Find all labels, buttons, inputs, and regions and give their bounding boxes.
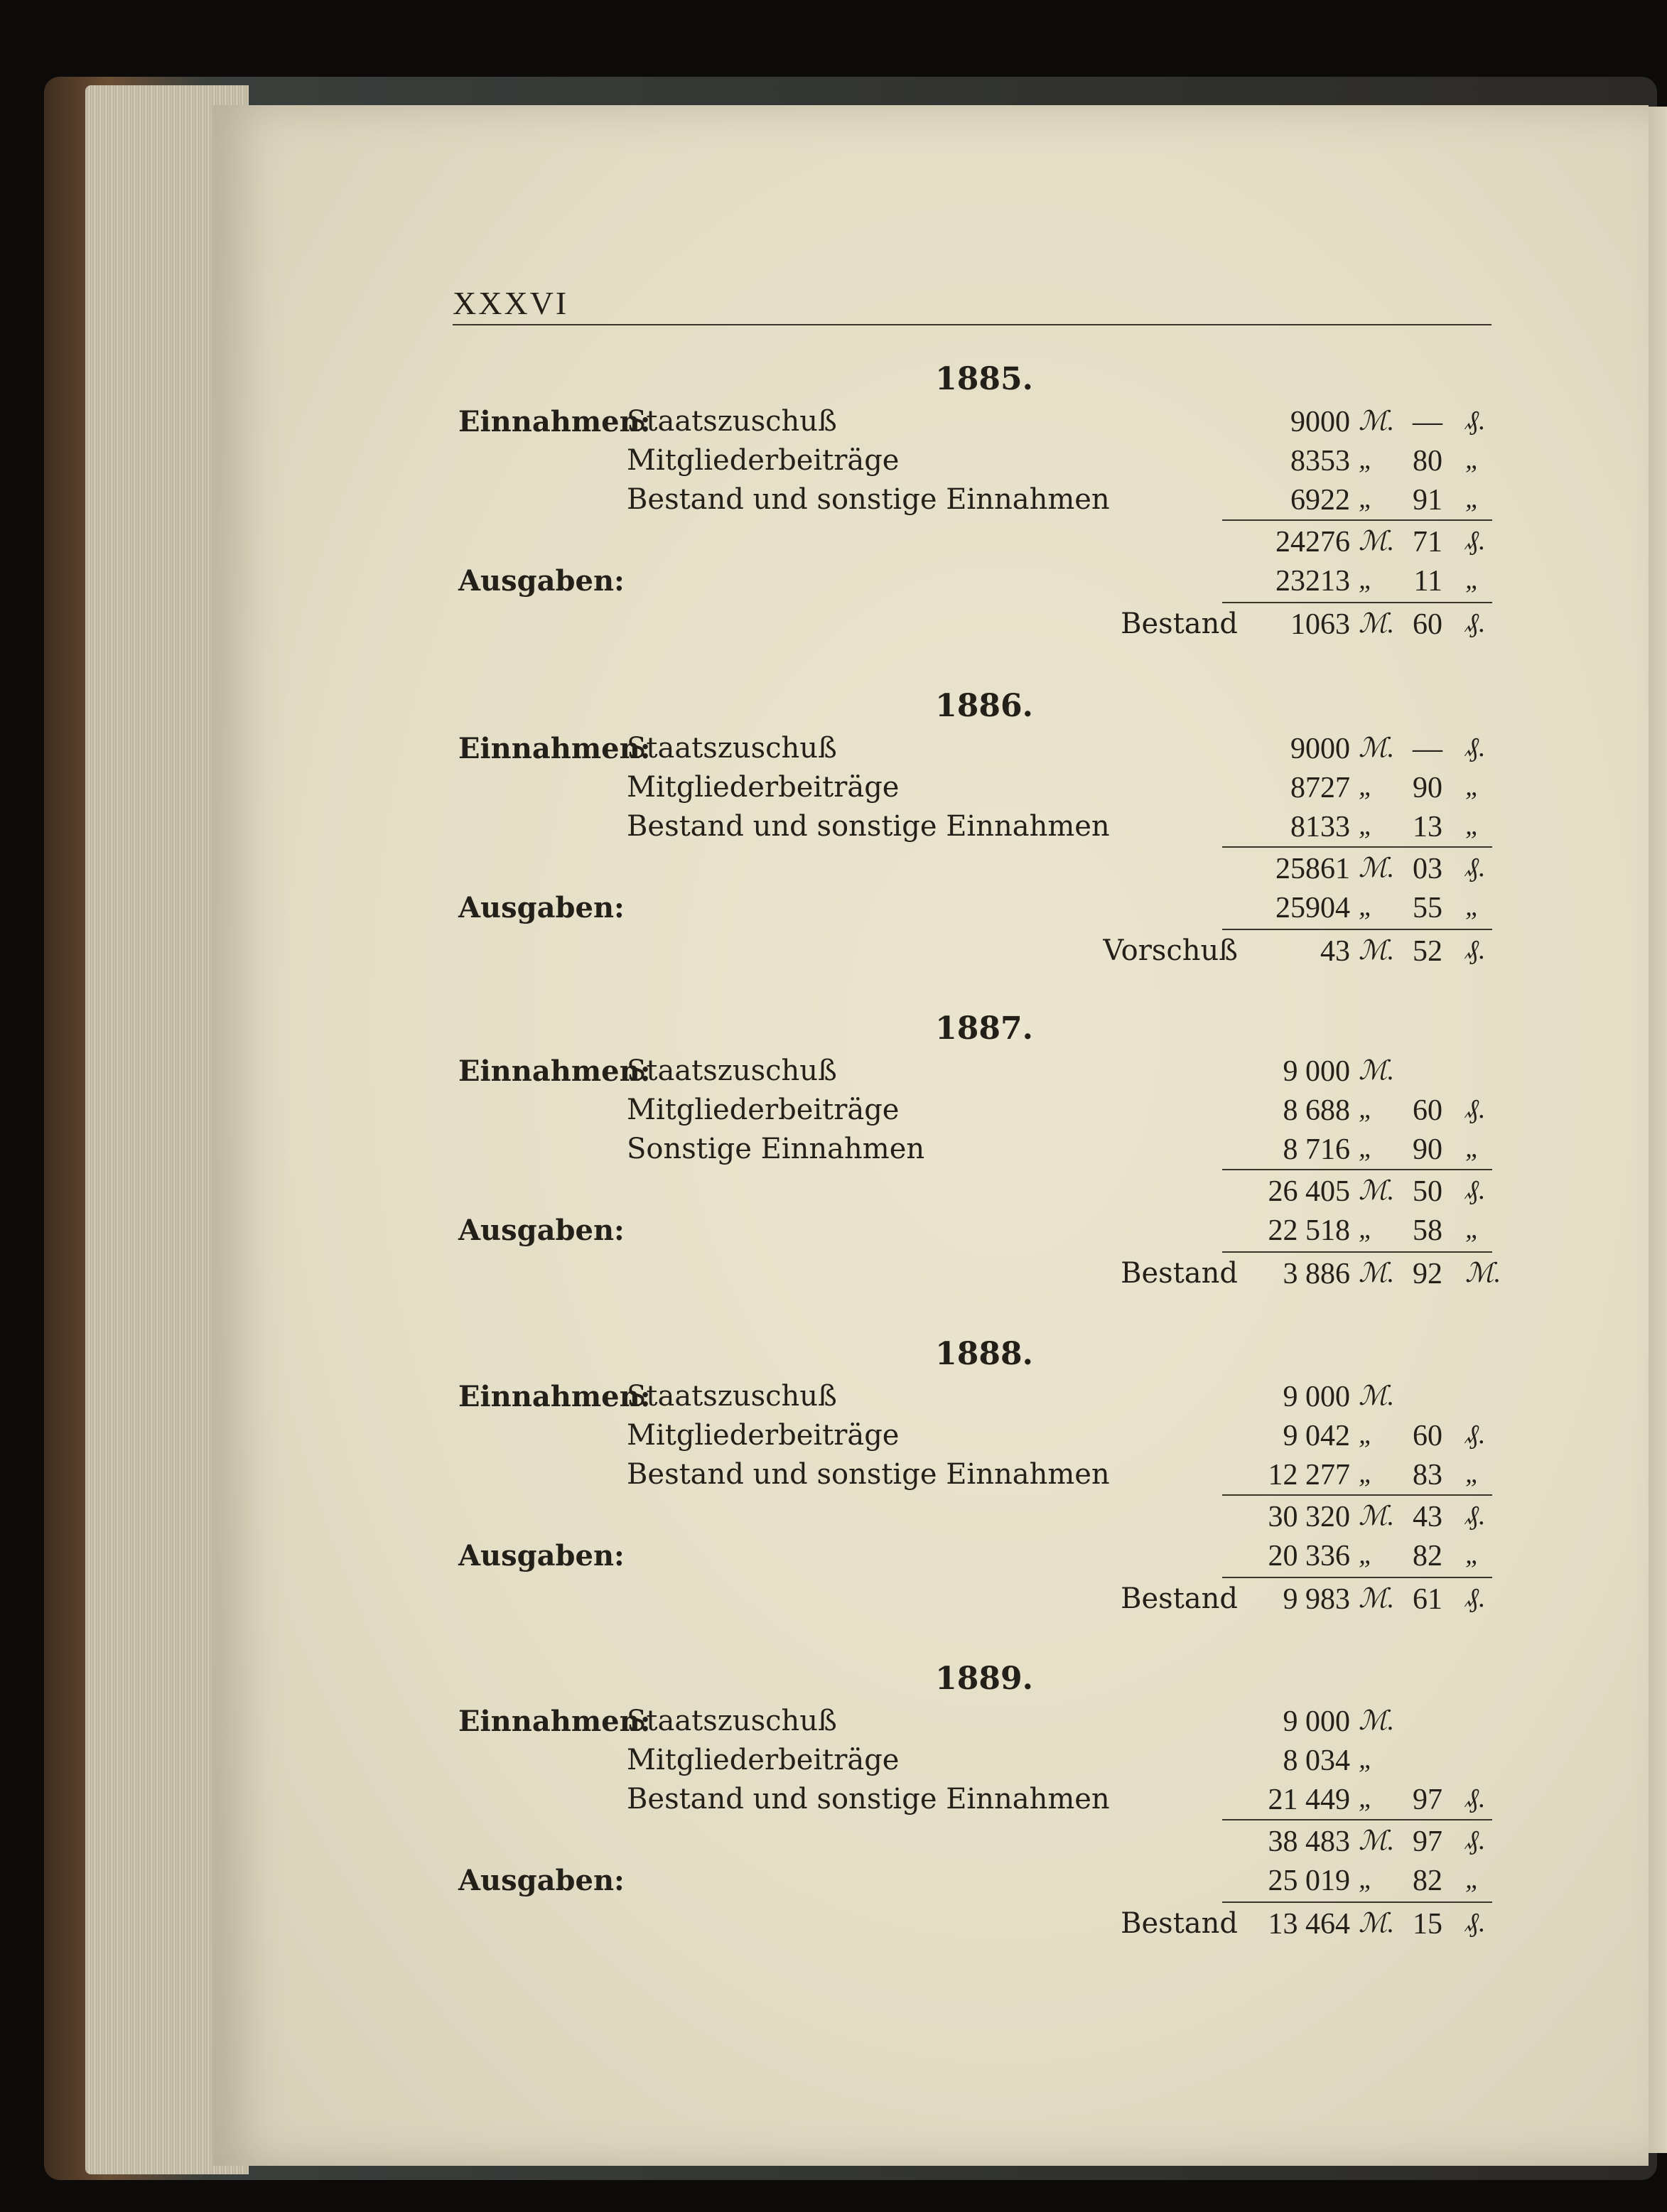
income-item: Mitgliederbeiträge — [627, 1094, 900, 1126]
mark-amount: 6922 — [1290, 484, 1350, 517]
pfennig-amount: 11 — [1413, 565, 1442, 598]
pfennig-unit: ₰. — [1465, 1583, 1486, 1613]
section-year: 1888. — [935, 1336, 1033, 1372]
mark-unit: „ — [1359, 1094, 1374, 1124]
mark-unit: ℳ. — [1359, 1706, 1395, 1736]
sum-rule — [1222, 846, 1492, 848]
mark-unit: „ — [1359, 484, 1374, 514]
income-label: Einnahmen: — [458, 732, 651, 765]
pfennig-unit: ₰. — [1465, 608, 1486, 638]
pfennig-amount: 03 — [1413, 853, 1442, 885]
pfennig-unit: ₰. — [1465, 733, 1486, 762]
mark-amount: 20 336 — [1268, 1540, 1350, 1572]
mark-unit: „ — [1359, 892, 1374, 922]
mark-amount: 12 277 — [1268, 1459, 1350, 1491]
pfennig-amount: 15 — [1413, 1908, 1442, 1941]
mark-unit: ℳ. — [1359, 1056, 1395, 1086]
pfennig-amount: 52 — [1413, 935, 1442, 968]
pfennig-amount: 82 — [1413, 1540, 1442, 1572]
pfennig-unit: ₰. — [1465, 1175, 1486, 1205]
pfennig-unit: ₰. — [1465, 1094, 1486, 1124]
pfennig-amount: — — [1413, 733, 1442, 765]
pfennig-amount: 71 — [1413, 526, 1442, 559]
mark-amount: 26 405 — [1268, 1175, 1350, 1208]
mark-amount: 25861 — [1275, 853, 1350, 885]
sum-rule — [1222, 1169, 1492, 1170]
pfennig-unit: „ — [1465, 1133, 1481, 1163]
mark-unit: „ — [1359, 1744, 1374, 1774]
result-label: Bestand — [1121, 1907, 1238, 1940]
pfennig-amount: 60 — [1413, 1094, 1442, 1127]
mark-unit: ℳ. — [1359, 853, 1395, 883]
mark-unit: „ — [1359, 1865, 1374, 1894]
pfennig-amount: 90 — [1413, 772, 1442, 804]
mark-amount: 9000 — [1290, 733, 1350, 765]
mark-unit: ℳ. — [1359, 1909, 1395, 1938]
pfennig-amount: 91 — [1413, 484, 1442, 517]
pfennig-amount: 60 — [1413, 1420, 1442, 1452]
expense-label: Ausgaben: — [458, 1864, 625, 1897]
balance-rule — [1222, 1577, 1492, 1578]
mark-unit: ℳ. — [1359, 527, 1395, 556]
pfennig-amount: 80 — [1413, 445, 1442, 478]
income-item: Bestand und sonstige Einnahmen — [627, 1783, 1110, 1816]
section-year: 1885. — [935, 361, 1033, 397]
mark-amount: 21 449 — [1268, 1784, 1350, 1816]
mark-amount: 1063 — [1290, 608, 1350, 641]
mark-unit: ℳ. — [1359, 1381, 1395, 1411]
page-number: XXXVI — [453, 285, 569, 321]
mark-amount: 23213 — [1275, 565, 1350, 598]
mark-unit: „ — [1359, 1420, 1374, 1450]
mark-amount: 8133 — [1290, 811, 1350, 843]
mark-amount: 9 042 — [1283, 1420, 1350, 1452]
pfennig-amount: 43 — [1413, 1501, 1442, 1533]
mark-amount: 38 483 — [1268, 1825, 1350, 1858]
mark-amount: 8727 — [1290, 772, 1350, 804]
pfennig-amount: 90 — [1413, 1133, 1442, 1166]
sum-rule — [1222, 519, 1492, 521]
pfennig-unit: ℳ. — [1465, 1258, 1501, 1288]
income-item: Mitgliederbeiträge — [627, 1419, 900, 1452]
mark-unit: ℳ. — [1359, 406, 1395, 436]
income-item: Mitgliederbeiträge — [627, 771, 900, 804]
mark-unit: „ — [1359, 1214, 1374, 1244]
pfennig-amount: 60 — [1413, 608, 1442, 641]
pfennig-unit: „ — [1465, 811, 1481, 841]
mark-unit: „ — [1359, 565, 1374, 595]
pfennig-unit: ₰. — [1465, 1908, 1486, 1938]
pfennig-amount: 13 — [1413, 811, 1442, 843]
pfennig-unit: „ — [1465, 772, 1481, 802]
mark-amount: 25904 — [1275, 892, 1350, 924]
pfennig-unit: „ — [1465, 445, 1481, 475]
mark-amount: 9 000 — [1283, 1705, 1350, 1738]
mark-amount: 8 034 — [1283, 1744, 1350, 1777]
pfennig-amount: 97 — [1413, 1825, 1442, 1858]
expense-label: Ausgaben: — [458, 564, 625, 598]
pfennig-amount: 97 — [1413, 1784, 1442, 1816]
pfennig-unit: „ — [1465, 1865, 1481, 1894]
pfennig-unit: „ — [1465, 484, 1481, 514]
section-year: 1887. — [935, 1010, 1033, 1047]
pfennig-unit: „ — [1465, 892, 1481, 922]
income-item: Bestand und sonstige Einnahmen — [627, 1458, 1110, 1491]
balance-rule — [1222, 929, 1492, 930]
sum-rule — [1222, 1494, 1492, 1496]
pfennig-unit: „ — [1465, 1540, 1481, 1570]
pfennig-amount: 61 — [1413, 1583, 1442, 1616]
pfennig-unit: ₰. — [1465, 1784, 1486, 1813]
income-item: Bestand und sonstige Einnahmen — [627, 810, 1110, 843]
income-item: Staatszuschuß — [627, 1380, 837, 1413]
pfennig-amount: — — [1413, 406, 1442, 438]
mark-unit: „ — [1359, 445, 1374, 475]
result-label: Bestand — [1121, 1257, 1238, 1290]
section-year: 1886. — [935, 688, 1033, 724]
balance-rule — [1222, 1901, 1492, 1903]
mark-unit: „ — [1359, 1784, 1374, 1813]
pfennig-unit: ₰. — [1465, 853, 1486, 883]
mark-amount: 43 — [1320, 935, 1350, 968]
pfennig-amount: 55 — [1413, 892, 1442, 924]
income-label: Einnahmen: — [458, 405, 651, 438]
mark-amount: 24276 — [1275, 526, 1350, 559]
income-item: Staatszuschuß — [627, 405, 837, 438]
mark-unit: ℳ. — [1359, 1176, 1395, 1206]
income-item: Sonstige Einnahmen — [627, 1133, 925, 1165]
mark-unit: „ — [1359, 1133, 1374, 1163]
pfennig-amount: 82 — [1413, 1865, 1442, 1897]
pfennig-amount: 50 — [1413, 1175, 1442, 1208]
income-item: Staatszuschuß — [627, 1705, 837, 1737]
income-item: Mitgliederbeiträge — [627, 1744, 900, 1776]
expense-label: Ausgaben: — [458, 1214, 625, 1247]
pfennig-unit: ₰. — [1465, 1420, 1486, 1450]
result-label: Bestand — [1121, 1582, 1238, 1615]
mark-unit: „ — [1359, 1459, 1374, 1489]
mark-unit: „ — [1359, 811, 1374, 841]
pfennig-unit: „ — [1465, 1459, 1481, 1489]
pfennig-amount: 92 — [1413, 1258, 1442, 1290]
mark-unit: ℳ. — [1359, 609, 1395, 639]
pfennig-unit: ₰. — [1465, 1501, 1486, 1531]
mark-unit: ℳ. — [1359, 1258, 1395, 1288]
mark-unit: „ — [1359, 1540, 1374, 1570]
mark-amount: 9 000 — [1283, 1055, 1350, 1088]
mark-unit: ℳ. — [1359, 1501, 1395, 1531]
income-label: Einnahmen: — [458, 1705, 651, 1738]
mark-amount: 13 464 — [1268, 1908, 1350, 1941]
pfennig-unit: ₰. — [1465, 406, 1486, 436]
pfennig-amount: 58 — [1413, 1214, 1442, 1247]
mark-amount: 30 320 — [1268, 1501, 1350, 1533]
mark-amount: 9 000 — [1283, 1381, 1350, 1413]
mark-unit: ℳ. — [1359, 1584, 1395, 1614]
income-item: Staatszuschuß — [627, 732, 837, 765]
income-item: Bestand und sonstige Einnahmen — [627, 483, 1110, 516]
pfennig-unit: „ — [1465, 1214, 1481, 1244]
balance-rule — [1222, 602, 1492, 603]
income-label: Einnahmen: — [458, 1054, 651, 1088]
expense-label: Ausgaben: — [458, 891, 625, 924]
pfennig-amount: 83 — [1413, 1459, 1442, 1491]
income-item: Staatszuschuß — [627, 1054, 837, 1087]
section-year: 1889. — [935, 1661, 1033, 1697]
mark-unit: ℳ. — [1359, 733, 1395, 763]
income-label: Einnahmen: — [458, 1380, 651, 1413]
pfennig-unit: „ — [1465, 565, 1481, 595]
mark-amount: 8 688 — [1283, 1094, 1350, 1127]
pfennig-unit: ₰. — [1465, 935, 1486, 965]
balance-rule — [1222, 1251, 1492, 1253]
mark-amount: 9 983 — [1283, 1583, 1350, 1616]
sum-rule — [1222, 1819, 1492, 1820]
result-label: Vorschuß — [1103, 934, 1238, 967]
pfennig-unit: ₰. — [1465, 1825, 1486, 1855]
expense-label: Ausgaben: — [458, 1539, 625, 1572]
mark-amount: 9000 — [1290, 406, 1350, 438]
pfennig-unit: ₰. — [1465, 526, 1486, 556]
mark-amount: 22 518 — [1268, 1214, 1350, 1247]
mark-unit: ℳ. — [1359, 936, 1395, 966]
mark-amount: 8 716 — [1283, 1133, 1350, 1166]
income-item: Mitgliederbeiträge — [627, 444, 900, 477]
mark-amount: 8353 — [1290, 445, 1350, 478]
mark-unit: ℳ. — [1359, 1826, 1395, 1856]
mark-unit: „ — [1359, 772, 1374, 802]
header-rule — [453, 324, 1491, 325]
mark-amount: 25 019 — [1268, 1865, 1350, 1897]
mark-amount: 3 886 — [1283, 1258, 1350, 1290]
result-label: Bestand — [1121, 608, 1238, 640]
